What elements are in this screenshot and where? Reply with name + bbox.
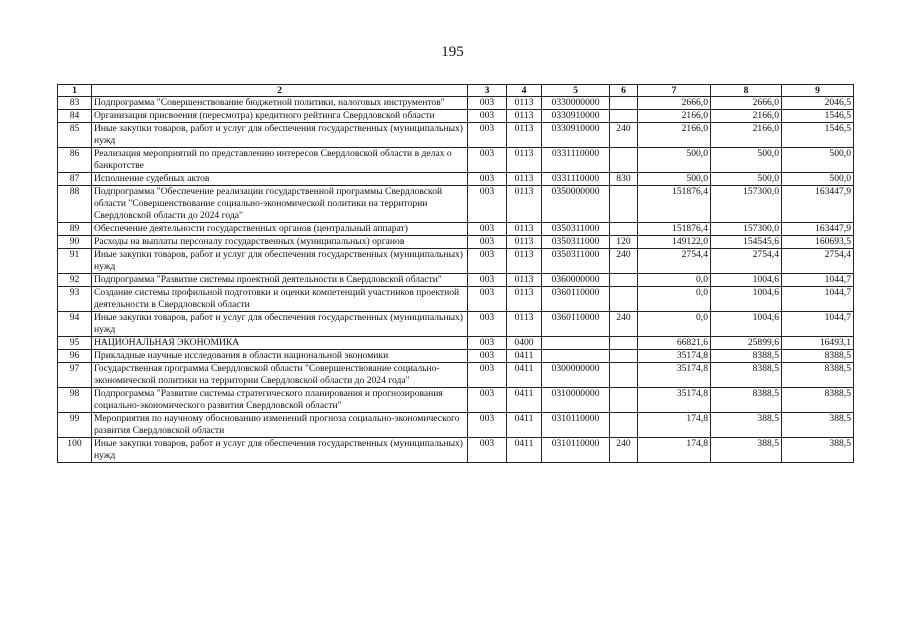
amount-col7-cell: 35174,8 — [638, 388, 711, 413]
row-number-cell: 93 — [58, 287, 92, 312]
ministry-code-cell: 003 — [468, 223, 507, 236]
amount-col9-cell: 8388,5 — [782, 363, 854, 388]
target-article-cell — [542, 337, 610, 350]
section-code-cell: 0113 — [507, 173, 542, 186]
row-number-cell: 85 — [58, 123, 92, 148]
amount-col9-cell: 2754,4 — [782, 249, 854, 274]
target-article-cell: 0330000000 — [542, 97, 610, 110]
table-row — [58, 363, 854, 388]
amount-col9-cell: 163447,9 — [782, 186, 854, 223]
target-article-cell: 0331110000 — [542, 173, 610, 186]
section-code-cell: 0113 — [507, 186, 542, 223]
table-row — [58, 173, 854, 186]
expense-type-cell: 830 — [610, 173, 638, 186]
header-cell: 7 — [638, 85, 711, 97]
ministry-code-cell: 003 — [468, 363, 507, 388]
expense-type-cell: 240 — [610, 312, 638, 337]
amount-col9-cell: 8388,5 — [782, 388, 854, 413]
row-number-cell: 91 — [58, 249, 92, 274]
target-article-cell: 0350311000 — [542, 223, 610, 236]
expense-type-cell — [610, 337, 638, 350]
section-code-cell: 0113 — [507, 312, 542, 337]
row-name-cell: Создание системы профильной подготовки и оценки компетенций участников проектной деятельности в Свердловской области — [92, 287, 468, 312]
ministry-code-cell: 003 — [468, 186, 507, 223]
amount-col7-cell: 149122,0 — [638, 236, 711, 249]
section-code-cell: 0411 — [507, 350, 542, 363]
header-cell: 5 — [542, 85, 610, 97]
target-article-cell: 0330910000 — [542, 123, 610, 148]
amount-col7-cell: 0,0 — [638, 287, 711, 312]
amount-col7-cell: 35174,8 — [638, 350, 711, 363]
target-article-cell — [542, 350, 610, 363]
amount-col8-cell: 8388,5 — [711, 388, 782, 413]
ministry-code-cell: 003 — [468, 97, 507, 110]
row-number-cell: 89 — [58, 223, 92, 236]
section-code-cell: 0113 — [507, 249, 542, 274]
row-number-cell: 90 — [58, 236, 92, 249]
row-name-cell: Мероприятия по научному обоснованию изменений прогноза социально-экономического развития Свердловской области — [92, 413, 468, 438]
amount-col9-cell: 500,0 — [782, 148, 854, 173]
amount-col9-cell: 388,5 — [782, 413, 854, 438]
row-number-cell: 98 — [58, 388, 92, 413]
ministry-code-cell: 003 — [468, 249, 507, 274]
header-cell: 1 — [58, 85, 92, 97]
target-article-cell: 0331110000 — [542, 148, 610, 173]
expense-type-cell: 240 — [610, 249, 638, 274]
section-code-cell: 0411 — [507, 363, 542, 388]
amount-col8-cell: 154545,6 — [711, 236, 782, 249]
row-name-cell: Прикладные научные исследования в области национальной экономики — [92, 350, 468, 363]
row-number-cell: 95 — [58, 337, 92, 350]
section-code-cell: 0113 — [507, 148, 542, 173]
ministry-code-cell: 003 — [468, 148, 507, 173]
target-article-cell: 0310000000 — [542, 388, 610, 413]
amount-col9-cell: 1546,5 — [782, 110, 854, 123]
amount-col7-cell: 2166,0 — [638, 110, 711, 123]
section-code-cell: 0113 — [507, 123, 542, 148]
amount-col9-cell: 1044,7 — [782, 287, 854, 312]
amount-col8-cell: 2166,0 — [711, 123, 782, 148]
header-cell: 9 — [782, 85, 854, 97]
table-row — [58, 274, 854, 287]
header-cell: 4 — [507, 85, 542, 97]
section-code-cell: 0411 — [507, 413, 542, 438]
table-row — [58, 223, 854, 236]
row-name-cell: Подпрограмма "Развитие системы стратегического планирования и прогнозирования социально-экономического развития Свердловской области" — [92, 388, 468, 413]
table-row — [58, 438, 854, 463]
table-row — [58, 110, 854, 123]
section-code-cell: 0113 — [507, 236, 542, 249]
expense-type-cell — [610, 110, 638, 123]
amount-col7-cell: 35174,8 — [638, 363, 711, 388]
section-code-cell: 0113 — [507, 223, 542, 236]
target-article-cell: 0360000000 — [542, 274, 610, 287]
amount-col8-cell: 500,0 — [711, 173, 782, 186]
amount-col7-cell: 500,0 — [638, 173, 711, 186]
ministry-code-cell: 003 — [468, 337, 507, 350]
amount-col7-cell: 174,8 — [638, 438, 711, 463]
amount-col8-cell: 1004,6 — [711, 274, 782, 287]
row-name-cell: Иные закупки товаров, работ и услуг для обеспечения государственных (муниципальных) нужд — [92, 438, 468, 463]
ministry-code-cell: 003 — [468, 236, 507, 249]
table-row — [58, 123, 854, 148]
expense-type-cell — [610, 350, 638, 363]
target-article-cell: 0310110000 — [542, 438, 610, 463]
row-number-cell: 86 — [58, 148, 92, 173]
amount-col9-cell: 1044,7 — [782, 274, 854, 287]
amount-col7-cell: 2666,0 — [638, 97, 711, 110]
header-cell: 6 — [610, 85, 638, 97]
table-body — [58, 97, 854, 463]
ministry-code-cell: 003 — [468, 388, 507, 413]
amount-col9-cell: 8388,5 — [782, 350, 854, 363]
table-row — [58, 287, 854, 312]
amount-col8-cell: 8388,5 — [711, 363, 782, 388]
ministry-code-cell: 003 — [468, 274, 507, 287]
amount-col7-cell: 0,0 — [638, 274, 711, 287]
amount-col9-cell: 1044,7 — [782, 312, 854, 337]
section-code-cell: 0113 — [507, 97, 542, 110]
budget-table — [57, 84, 854, 463]
table-row — [58, 97, 854, 110]
amount-col8-cell: 388,5 — [711, 438, 782, 463]
amount-col9-cell: 163447,9 — [782, 223, 854, 236]
row-name-cell: Подпрограмма "Обеспечение реализации государственной программы Свердловской области "Совершенствование социально-экономической политики на территории Свердловской области до 2024 года" — [92, 186, 468, 223]
amount-col9-cell: 388,5 — [782, 438, 854, 463]
row-number-cell: 100 — [58, 438, 92, 463]
table-row — [58, 236, 854, 249]
header-cell: 2 — [92, 85, 468, 97]
table-row — [58, 350, 854, 363]
expense-type-cell — [610, 223, 638, 236]
row-number-cell: 94 — [58, 312, 92, 337]
table-row — [58, 186, 854, 223]
header-cell: 3 — [468, 85, 507, 97]
amount-col8-cell: 157300,0 — [711, 186, 782, 223]
expense-type-cell: 240 — [610, 123, 638, 148]
amount-col8-cell: 2666,0 — [711, 97, 782, 110]
amount-col8-cell: 1004,6 — [711, 287, 782, 312]
expense-type-cell: 120 — [610, 236, 638, 249]
expense-type-cell — [610, 274, 638, 287]
ministry-code-cell: 003 — [468, 123, 507, 148]
expense-type-cell — [610, 148, 638, 173]
expense-type-cell — [610, 413, 638, 438]
amount-col9-cell: 1546,5 — [782, 123, 854, 148]
section-code-cell: 0113 — [507, 110, 542, 123]
row-number-cell: 88 — [58, 186, 92, 223]
table-row — [58, 388, 854, 413]
row-name-cell: Расходы на выплаты персоналу государственных (муниципальных) органов — [92, 236, 468, 249]
amount-col9-cell: 2046,5 — [782, 97, 854, 110]
row-name-cell: Государственная программа Свердловской области "Совершенствование социально-экономической политики на территории Свердловской области до 2024 года" — [92, 363, 468, 388]
ministry-code-cell: 003 — [468, 312, 507, 337]
row-name-cell: Подпрограмма "Развитие системы проектной деятельности в Свердловской области" — [92, 274, 468, 287]
row-name-cell: Обеспечение деятельности государственных органов (центральный аппарат) — [92, 223, 468, 236]
amount-col8-cell: 1004,6 — [711, 312, 782, 337]
ministry-code-cell: 003 — [468, 110, 507, 123]
section-code-cell: 0411 — [507, 388, 542, 413]
row-number-cell: 97 — [58, 363, 92, 388]
amount-col8-cell: 8388,5 — [711, 350, 782, 363]
target-article-cell: 0350000000 — [542, 186, 610, 223]
expense-type-cell — [610, 287, 638, 312]
row-name-cell: Реализация мероприятий по представлению интересов Свердловской области в делах о банкротстве — [92, 148, 468, 173]
row-name-cell: Иные закупки товаров, работ и услуг для обеспечения государственных (муниципальных) нужд — [92, 123, 468, 148]
section-code-cell: 0113 — [507, 274, 542, 287]
amount-col7-cell: 151876,4 — [638, 223, 711, 236]
table-row — [58, 337, 854, 350]
section-code-cell: 0400 — [507, 337, 542, 350]
amount-col8-cell: 25899,6 — [711, 337, 782, 350]
amount-col7-cell: 0,0 — [638, 312, 711, 337]
target-article-cell: 0350311000 — [542, 236, 610, 249]
ministry-code-cell: 003 — [468, 287, 507, 312]
target-article-cell: 0360110000 — [542, 312, 610, 337]
amount-col7-cell: 2754,4 — [638, 249, 711, 274]
expense-type-cell — [610, 186, 638, 223]
target-article-cell: 0350311000 — [542, 249, 610, 274]
row-number-cell: 92 — [58, 274, 92, 287]
ministry-code-cell: 003 — [468, 413, 507, 438]
amount-col9-cell: 500,0 — [782, 173, 854, 186]
target-article-cell: 0330910000 — [542, 110, 610, 123]
amount-col7-cell: 2166,0 — [638, 123, 711, 148]
row-number-cell: 99 — [58, 413, 92, 438]
amount-col8-cell: 388,5 — [711, 413, 782, 438]
table-row — [58, 249, 854, 274]
table-row — [58, 312, 854, 337]
row-name-cell: Исполнение судебных актов — [92, 173, 468, 186]
ministry-code-cell: 003 — [468, 350, 507, 363]
table-row — [58, 148, 854, 173]
header-row — [58, 85, 854, 97]
row-name-cell: НАЦИОНАЛЬНАЯ ЭКОНОМИКА — [92, 337, 468, 350]
expense-type-cell: 240 — [610, 438, 638, 463]
section-code-cell: 0411 — [507, 438, 542, 463]
amount-col8-cell: 2754,4 — [711, 249, 782, 274]
amount-col7-cell: 151876,4 — [638, 186, 711, 223]
row-name-cell: Организация присвоения (пересмотра) кредитного рейтинга Свердловской области — [92, 110, 468, 123]
amount-col7-cell: 174,8 — [638, 413, 711, 438]
row-name-cell: Иные закупки товаров, работ и услуг для обеспечения государственных (муниципальных) нужд — [92, 312, 468, 337]
amount-col8-cell: 2166,0 — [711, 110, 782, 123]
row-number-cell: 84 — [58, 110, 92, 123]
row-number-cell: 83 — [58, 97, 92, 110]
amount-col8-cell: 500,0 — [711, 148, 782, 173]
expense-type-cell — [610, 363, 638, 388]
ministry-code-cell: 003 — [468, 438, 507, 463]
target-article-cell: 0300000000 — [542, 363, 610, 388]
header-cell: 8 — [711, 85, 782, 97]
table-row — [58, 413, 854, 438]
row-name-cell: Подпрограмма "Совершенствование бюджетной политики, налоговых инструментов" — [92, 97, 468, 110]
amount-col7-cell: 500,0 — [638, 148, 711, 173]
amount-col9-cell: 16493,1 — [782, 337, 854, 350]
amount-col8-cell: 157300,0 — [711, 223, 782, 236]
expense-type-cell — [610, 388, 638, 413]
ministry-code-cell: 003 — [468, 173, 507, 186]
row-number-cell: 87 — [58, 173, 92, 186]
page-number: 195 — [441, 44, 464, 60]
amount-col9-cell: 160693,5 — [782, 236, 854, 249]
target-article-cell: 0360110000 — [542, 287, 610, 312]
target-article-cell: 0310110000 — [542, 413, 610, 438]
row-number-cell: 96 — [58, 350, 92, 363]
expense-type-cell — [610, 97, 638, 110]
amount-col7-cell: 66821,6 — [638, 337, 711, 350]
section-code-cell: 0113 — [507, 287, 542, 312]
row-name-cell: Иные закупки товаров, работ и услуг для обеспечения государственных (муниципальных) нужд — [92, 249, 468, 274]
